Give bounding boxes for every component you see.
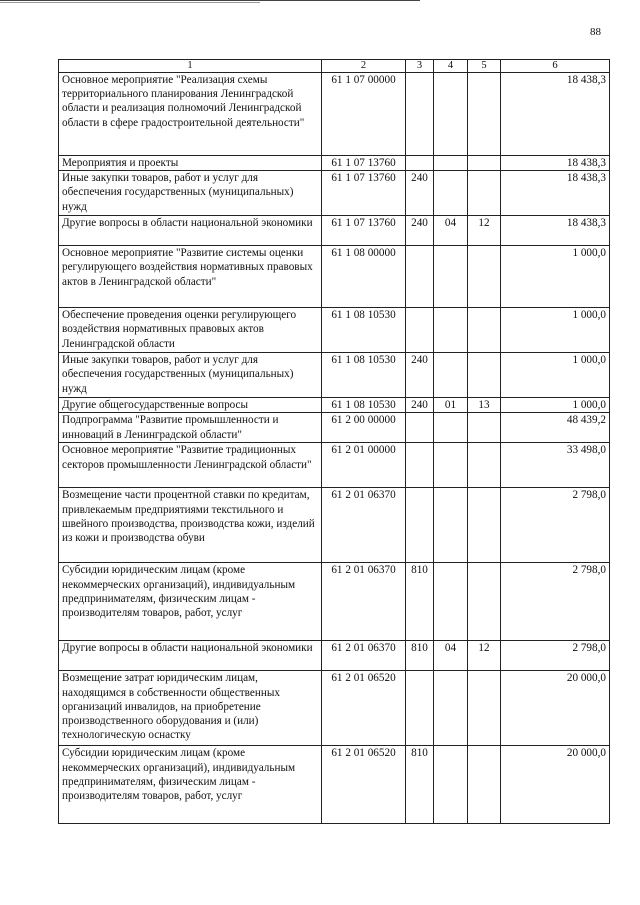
row-amount: 20 000,0 (501, 671, 610, 746)
row-pr: 12 (468, 216, 501, 246)
row-amount: 1 000,0 (501, 398, 610, 413)
row-amount: 2 798,0 (501, 641, 610, 671)
row-vr: 810 (406, 641, 434, 671)
row-pr (468, 488, 501, 563)
row-rz (434, 156, 468, 171)
row-amount: 18 438,3 (501, 156, 610, 171)
column-header: 5 (468, 60, 501, 73)
row-code: 61 2 01 06520 (322, 671, 406, 746)
row-name: Подпрограмма "Развитие промышленности и инноваций в Ленинградской области" (59, 413, 322, 443)
row-rz (434, 246, 468, 308)
row-name: Другие вопросы в области национальной экономики (59, 216, 322, 246)
row-amount: 33 498,0 (501, 443, 610, 488)
row-vr (406, 156, 434, 171)
row-pr (468, 73, 501, 156)
row-name: Иные закупки товаров, работ и услуг для обеспечения государственных (муниципальных) нужд (59, 171, 322, 216)
table-row (59, 156, 610, 171)
row-vr (406, 413, 434, 443)
row-code: 61 2 01 06370 (322, 488, 406, 563)
table-row (59, 353, 610, 398)
table-row (59, 216, 610, 246)
row-amount: 48 439,2 (501, 413, 610, 443)
table-row (59, 671, 610, 746)
row-pr (468, 443, 501, 488)
column-header: 2 (322, 60, 406, 73)
row-pr (468, 308, 501, 353)
row-pr (468, 171, 501, 216)
row-code: 61 1 08 00000 (322, 246, 406, 308)
row-code: 61 2 01 00000 (322, 443, 406, 488)
row-rz (434, 563, 468, 641)
row-code: 61 2 01 06520 (322, 746, 406, 824)
table-row (59, 563, 610, 641)
row-name: Обеспечение проведения оценки регулирующего воздействия нормативных правовых актов Ленинградской области (59, 308, 322, 353)
row-rz (434, 443, 468, 488)
page-number: 88 (590, 26, 601, 38)
row-name: Мероприятия и проекты (59, 156, 322, 171)
row-amount: 18 438,3 (501, 73, 610, 156)
table-row (59, 413, 610, 443)
column-header: 1 (59, 60, 322, 73)
row-vr (406, 488, 434, 563)
row-name: Возмещение части процентной ставки по кредитам, привлекаемым предприятиями текстильного и швейного производства, производства кожи, изделий из кожи и производства обуви (59, 488, 322, 563)
row-pr (468, 746, 501, 824)
row-pr (468, 246, 501, 308)
row-pr: 12 (468, 641, 501, 671)
row-rz (434, 413, 468, 443)
row-code: 61 1 07 13760 (322, 171, 406, 216)
row-code: 61 2 01 06370 (322, 563, 406, 641)
row-rz (434, 746, 468, 824)
row-vr (406, 308, 434, 353)
row-vr: 240 (406, 398, 434, 413)
row-rz: 04 (434, 641, 468, 671)
top-border-line (0, 0, 420, 1)
row-code: 61 2 00 00000 (322, 413, 406, 443)
row-vr: 240 (406, 353, 434, 398)
row-name: Основное мероприятие "Реализация схемы территориального планирования Ленинградской области и реализация полномочий Ленинградской области в сфере градостроительной деятельности" (59, 73, 322, 156)
row-vr: 240 (406, 216, 434, 246)
row-rz (434, 488, 468, 563)
row-pr (468, 413, 501, 443)
row-rz: 01 (434, 398, 468, 413)
row-amount: 18 438,3 (501, 171, 610, 216)
row-amount: 1 000,0 (501, 308, 610, 353)
column-header: 6 (501, 60, 610, 73)
top-border-line-secondary (0, 2, 260, 3)
row-vr: 810 (406, 746, 434, 824)
table-row (59, 246, 610, 308)
row-code: 61 1 07 13760 (322, 216, 406, 246)
row-pr (468, 563, 501, 641)
row-name: Иные закупки товаров, работ и услуг для обеспечения государственных (муниципальных) нужд (59, 353, 322, 398)
row-pr (468, 671, 501, 746)
row-name: Другие вопросы в области национальной экономики (59, 641, 322, 671)
row-amount: 1 000,0 (501, 353, 610, 398)
row-vr (406, 443, 434, 488)
table-row (59, 73, 610, 156)
row-vr: 240 (406, 171, 434, 216)
row-amount: 20 000,0 (501, 746, 610, 824)
row-name: Другие общегосударственные вопросы (59, 398, 322, 413)
column-header: 3 (406, 60, 434, 73)
row-code: 61 1 07 00000 (322, 73, 406, 156)
table-header-row (59, 60, 610, 73)
table-row (59, 308, 610, 353)
row-vr (406, 671, 434, 746)
row-rz (434, 671, 468, 746)
row-name: Основное мероприятие "Развитие системы оценки регулирующего воздействия нормативных правовых актов в Ленинградской области" (59, 246, 322, 308)
row-amount: 2 798,0 (501, 563, 610, 641)
table-row (59, 398, 610, 413)
column-header: 4 (434, 60, 468, 73)
row-code: 61 1 08 10530 (322, 353, 406, 398)
row-vr (406, 73, 434, 156)
table-row (59, 641, 610, 671)
row-name: Основное мероприятие "Развитие традиционных секторов промышленности Ленинградской области" (59, 443, 322, 488)
row-code: 61 2 01 06370 (322, 641, 406, 671)
row-rz: 04 (434, 216, 468, 246)
row-name: Возмещение затрат юридическим лицам, находящимся в собственности общественных организаций инвалидов, на приобретение производственного оборудования и (или) технологическую оснастку (59, 671, 322, 746)
row-code: 61 1 08 10530 (322, 308, 406, 353)
row-name: Субсидии юридическим лицам (кроме некоммерческих организаций), индивидуальным предпринимателям, физическим лицам - производителям товаров, работ, услуг (59, 563, 322, 641)
row-rz (434, 308, 468, 353)
row-pr: 13 (468, 398, 501, 413)
table-row (59, 171, 610, 216)
row-vr (406, 246, 434, 308)
budget-table (58, 59, 610, 824)
table-row (59, 443, 610, 488)
row-amount: 18 438,3 (501, 216, 610, 246)
table-row (59, 488, 610, 563)
row-pr (468, 156, 501, 171)
row-pr (468, 353, 501, 398)
table-row (59, 746, 610, 824)
row-rz (434, 73, 468, 156)
row-name: Субсидии юридическим лицам (кроме некоммерческих организаций), индивидуальным предпринимателям, физическим лицам - производителям товаров, работ, услуг (59, 746, 322, 824)
row-code: 61 1 08 10530 (322, 398, 406, 413)
row-vr: 810 (406, 563, 434, 641)
row-rz (434, 353, 468, 398)
row-amount: 2 798,0 (501, 488, 610, 563)
row-rz (434, 171, 468, 216)
row-code: 61 1 07 13760 (322, 156, 406, 171)
row-amount: 1 000,0 (501, 246, 610, 308)
